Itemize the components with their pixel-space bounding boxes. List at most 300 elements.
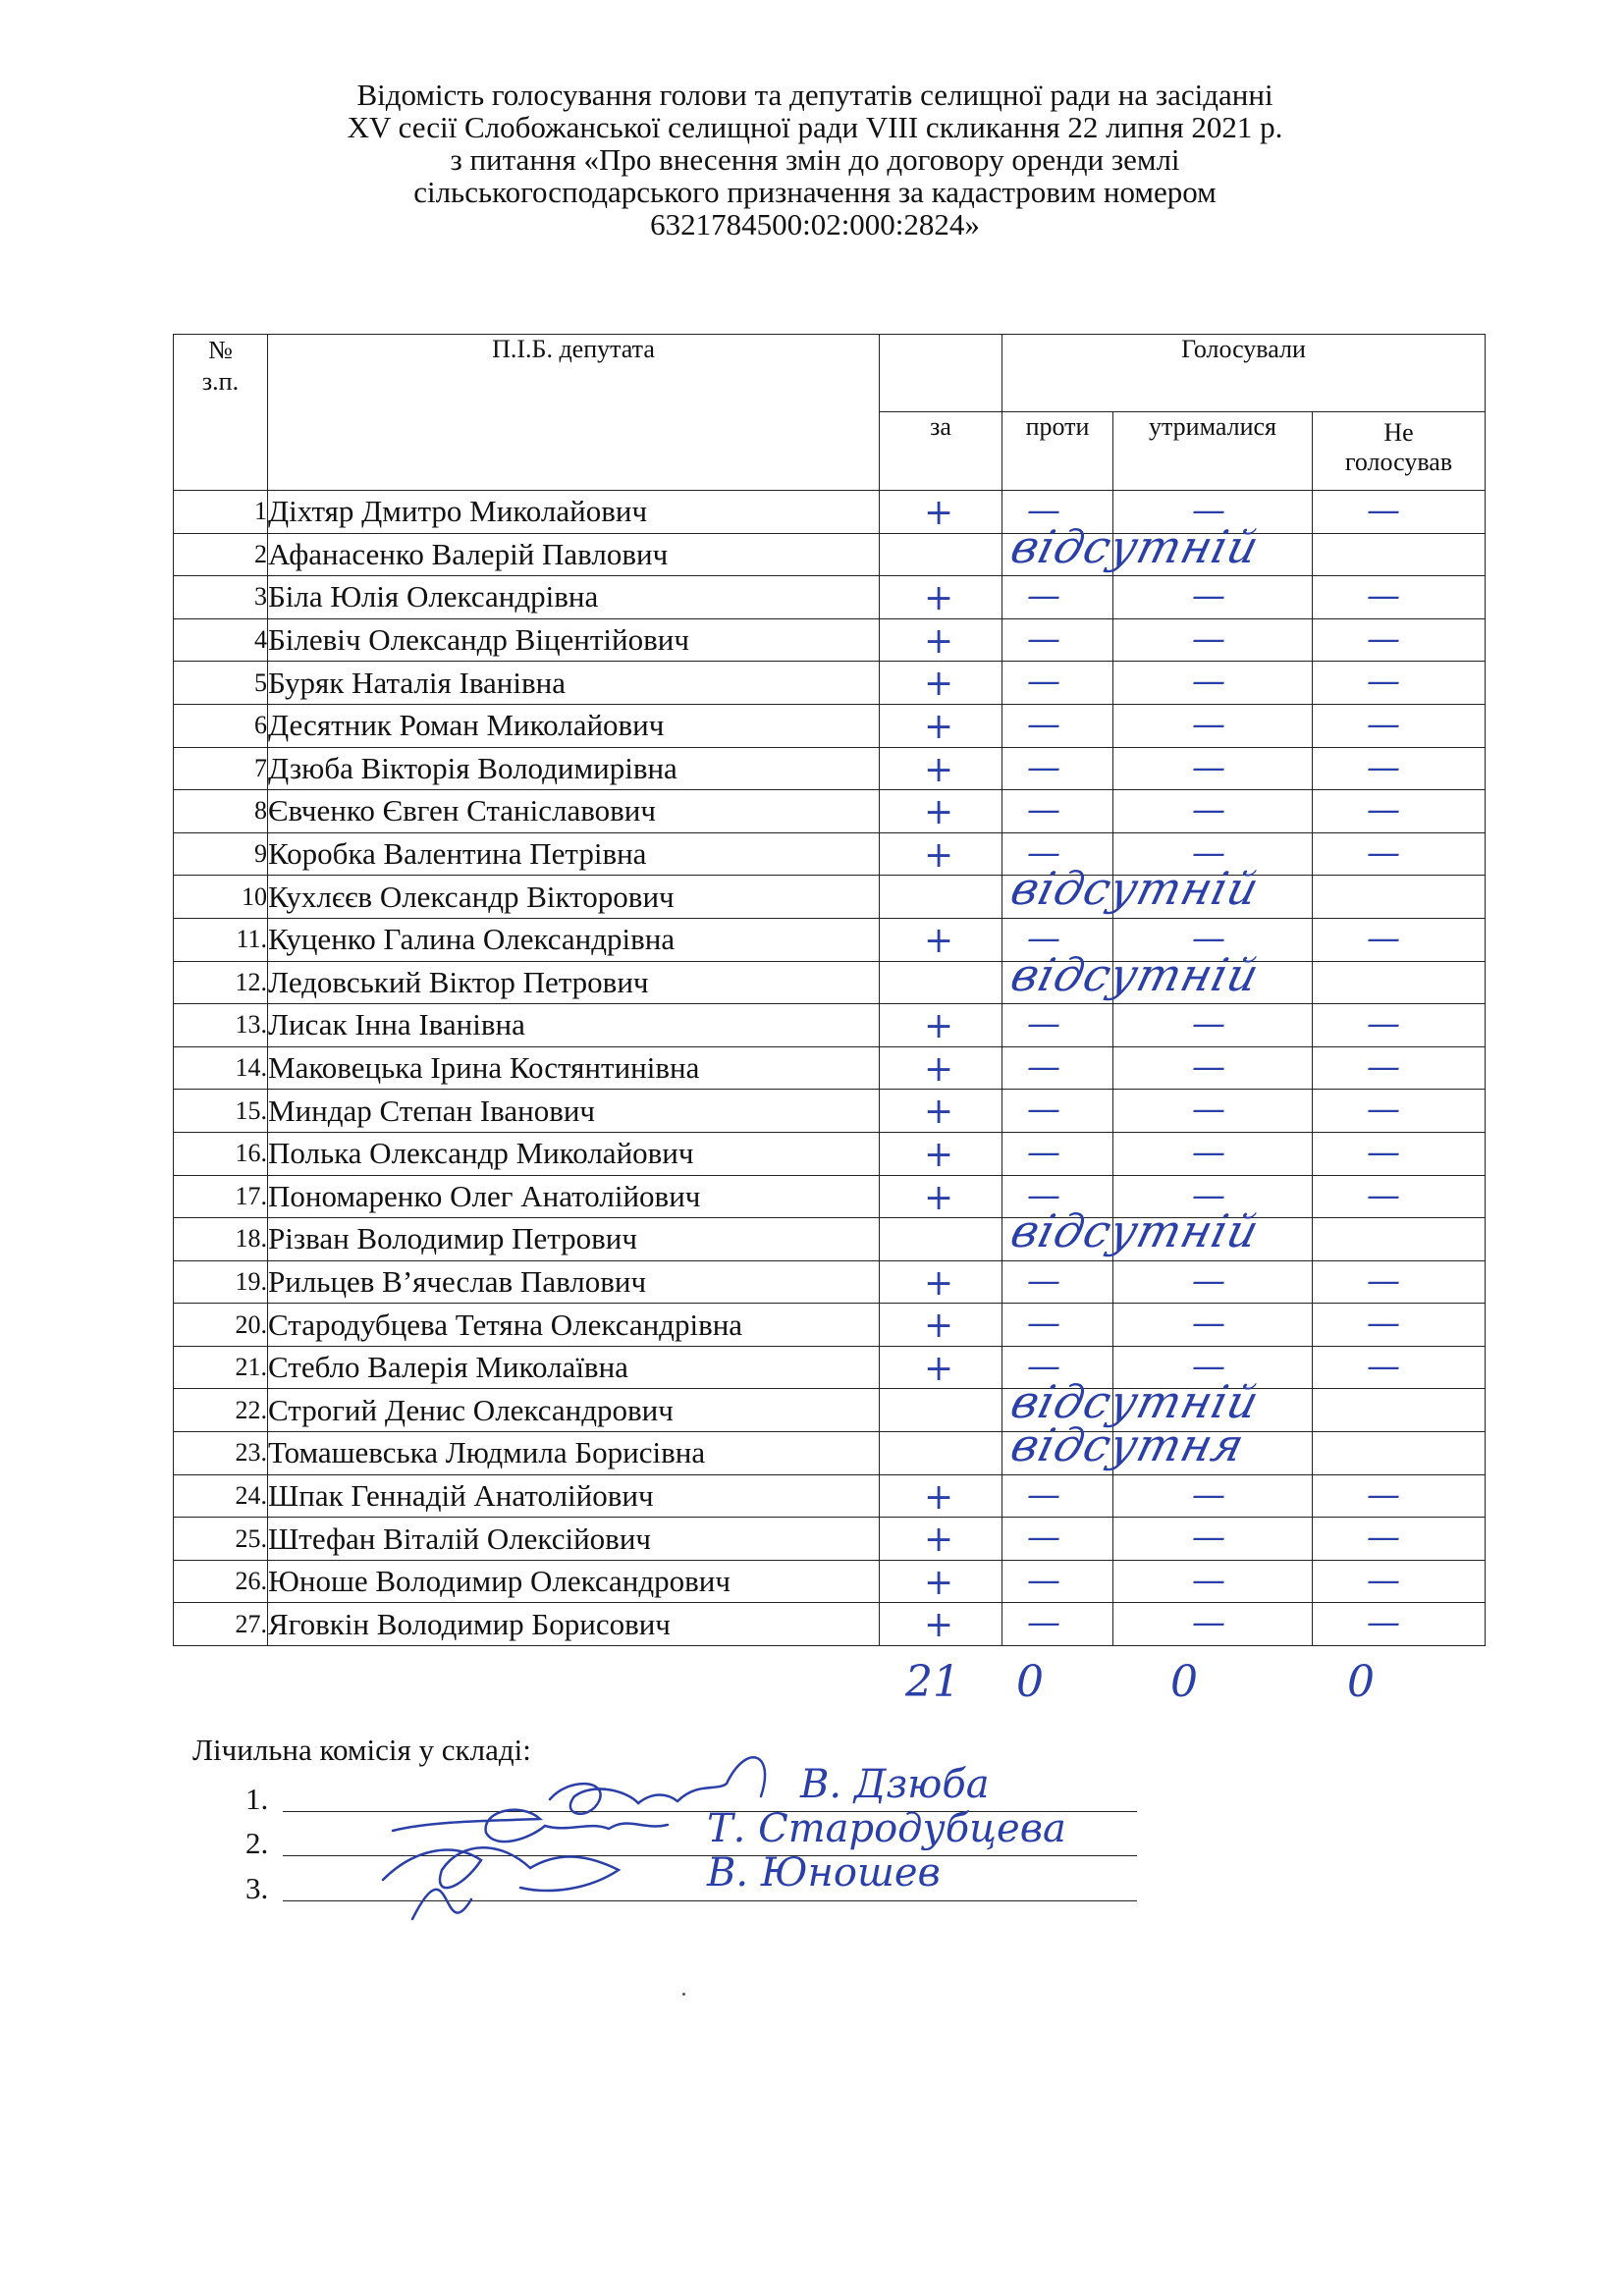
row-number: 20.: [174, 1304, 268, 1347]
table-row: [174, 790, 1486, 833]
vote-against-mark: —: [1027, 832, 1060, 873]
total-abstained: 0: [1170, 1657, 1198, 1707]
vote-cell: [880, 1474, 1002, 1518]
vote-cell: [1002, 1603, 1113, 1646]
vote-not-voted-mark: —: [1367, 618, 1400, 659]
vote-cell: [1002, 790, 1113, 833]
table-row: [174, 1090, 1486, 1133]
vote-cell: [1113, 1046, 1313, 1090]
vote-cell: [1113, 876, 1313, 919]
header-not-voted-2: голосував: [1344, 448, 1453, 476]
vote-cell: [1313, 1518, 1486, 1561]
vote-for-mark: +: [924, 1520, 954, 1561]
header-number: [174, 335, 268, 491]
vote-cell: [880, 961, 1002, 1004]
row-number: 12.: [174, 961, 268, 1004]
deputy-name: Юноше Володимир Олександрович: [268, 1560, 880, 1603]
table-row: [174, 1518, 1486, 1561]
table-row: [174, 1474, 1486, 1518]
header-not-voted-1: Не: [1383, 418, 1414, 447]
vote-abstained-mark: —: [1192, 576, 1225, 616]
absent-note: відсутня: [1005, 1418, 1251, 1472]
vote-cell: [1313, 832, 1486, 876]
vote-cell: [1002, 1046, 1113, 1090]
row-number: 27.: [174, 1603, 268, 1646]
row-number: 18.: [174, 1218, 268, 1261]
vote-abstained-mark: —: [1192, 1090, 1225, 1130]
table-row: [174, 918, 1486, 961]
vote-cell: [1002, 1518, 1113, 1561]
vote-cell: [880, 918, 1002, 961]
vote-for-mark: +: [924, 1092, 954, 1133]
vote-cell: [1313, 1218, 1486, 1261]
vote-cell: [1313, 1260, 1486, 1304]
vote-cell: [1113, 1218, 1313, 1261]
vote-cell: [1113, 1603, 1313, 1646]
vote-against-mark: —: [1027, 1090, 1060, 1130]
vote-abstained-mark: —: [1192, 662, 1225, 702]
row-number: 21.: [174, 1346, 268, 1389]
vote-not-voted-mark: —: [1367, 1175, 1400, 1215]
vote-cell: [880, 1090, 1002, 1133]
row-number: 11.: [174, 918, 268, 961]
vote-for-mark: +: [924, 1562, 954, 1603]
deputy-name: Стебло Валерія Миколаївна: [268, 1346, 880, 1389]
committee-member-2: Т. Стародубцева: [707, 1806, 1066, 1851]
vote-for-mark: +: [924, 1006, 954, 1047]
committee-label: Лічильна комісія у складі:: [192, 1733, 531, 1767]
vote-cell: [1002, 1004, 1113, 1047]
deputy-name: Коробка Валентина Петрівна: [268, 832, 880, 876]
title-line-1: Відомість голосування голови та депутатів селищної ради на засіданні: [356, 78, 1273, 112]
table-row: [174, 576, 1486, 619]
voting-table-body: [174, 491, 1486, 1646]
vote-abstained-mark: —: [1192, 1175, 1225, 1215]
table-row: [174, 491, 1486, 534]
header-blank: [880, 335, 1002, 412]
deputy-name: Буряк Наталія Іванівна: [268, 662, 880, 705]
title-line-4: сільськогосподарського призначення за кадастровим номером: [413, 175, 1217, 209]
deputy-name: Маковецька Ірина Костянтинівна: [268, 1046, 880, 1090]
deputy-name: Євченко Євген Станіславович: [268, 790, 880, 833]
vote-cell: [880, 1132, 1002, 1175]
vote-against-mark: —: [1027, 491, 1060, 530]
table-row: [174, 1004, 1486, 1047]
table-row: [174, 832, 1486, 876]
deputy-name: Рильцев В’ячеслав Павлович: [268, 1260, 880, 1304]
vote-cell: [1113, 1474, 1313, 1518]
vote-cell: [880, 1603, 1002, 1646]
row-number: 16.: [174, 1132, 268, 1175]
deputy-name: Десятник Роман Миколайович: [268, 704, 880, 747]
vote-cell: [1113, 576, 1313, 619]
vote-cell: [1113, 1090, 1313, 1133]
committee-line-1: [245, 1782, 268, 1817]
vote-cell: [1313, 1560, 1486, 1603]
deputy-name: Пономаренко Олег Анатолійович: [268, 1175, 880, 1218]
vote-cell: [1113, 747, 1313, 790]
vote-cell: [1113, 618, 1313, 662]
table-row: [174, 1260, 1486, 1304]
vote-abstained-mark: —: [1192, 832, 1225, 873]
vote-cell: [1313, 1046, 1486, 1090]
absent-note: відсутній: [1005, 862, 1266, 916]
row-number: 19.: [174, 1260, 268, 1304]
vote-cell: [880, 790, 1002, 833]
vote-cell: [1113, 1432, 1313, 1475]
vote-not-voted-mark: —: [1367, 704, 1400, 744]
committee-number-1: 1.: [245, 1782, 269, 1816]
vote-cell: [1113, 1260, 1313, 1304]
vote-against-mark: —: [1027, 1132, 1060, 1172]
deputy-name: Строгий Денис Олександрович: [268, 1389, 880, 1432]
vote-cell: [1002, 947, 1266, 1004]
table-row: [174, 1132, 1486, 1175]
table-row: [174, 1389, 1486, 1432]
vote-against-mark: —: [1027, 704, 1060, 744]
vote-abstained-mark: —: [1192, 618, 1225, 659]
vote-cell: [1113, 1560, 1313, 1603]
vote-cell: [880, 491, 1002, 534]
table-row: [174, 876, 1486, 919]
vote-cell: [1002, 519, 1266, 576]
row-number: 10: [174, 876, 268, 919]
vote-cell: [880, 576, 1002, 619]
vote-for-mark: +: [924, 664, 954, 705]
vote-cell: [1313, 491, 1486, 534]
vote-against-mark: —: [1027, 576, 1060, 616]
vote-cell: [1113, 790, 1313, 833]
vote-cell: [880, 1560, 1002, 1603]
vote-against-mark: —: [1027, 1518, 1060, 1558]
vote-cell: [1002, 704, 1113, 747]
vote-abstained-mark: —: [1192, 1518, 1225, 1558]
vote-against-mark: —: [1027, 1175, 1060, 1215]
vote-cell: [1002, 618, 1113, 662]
row-number: 4: [174, 618, 268, 662]
vote-for-mark: +: [924, 749, 954, 790]
vote-for-mark: +: [924, 493, 954, 533]
table-row: [174, 1432, 1486, 1475]
total-for: 21: [905, 1657, 960, 1707]
vote-for-mark: +: [924, 1476, 954, 1518]
table-row: [174, 1603, 1486, 1646]
vote-cell: [1002, 1090, 1113, 1133]
vote-cell: [1313, 704, 1486, 747]
vote-for-mark: +: [924, 1348, 954, 1389]
table-row: [174, 618, 1486, 662]
vote-for-mark: +: [924, 1262, 954, 1304]
row-number: 13.: [174, 1004, 268, 1047]
vote-cell: [1313, 1175, 1486, 1218]
header-row-main: [174, 335, 1486, 412]
vote-cell: [1002, 1418, 1251, 1475]
vote-cell: [880, 876, 1002, 919]
vote-cell: [1313, 1432, 1486, 1475]
vote-abstained-mark: —: [1192, 1132, 1225, 1172]
deputy-name: Ледовський Віктор Петрович: [268, 961, 880, 1004]
vote-against-mark: —: [1027, 918, 1060, 958]
vote-not-voted-mark: —: [1367, 1518, 1400, 1558]
vote-abstained-mark: —: [1192, 1560, 1225, 1600]
vote-not-voted-mark: —: [1367, 1474, 1400, 1515]
vote-not-voted-mark: —: [1367, 1603, 1400, 1643]
row-number: 9: [174, 832, 268, 876]
vote-cell: [880, 832, 1002, 876]
vote-cell: [1313, 1474, 1486, 1518]
vote-not-voted-mark: —: [1367, 1260, 1400, 1301]
table-row: [174, 704, 1486, 747]
vote-abstained-mark: —: [1192, 1346, 1225, 1386]
vote-cell: [1313, 1132, 1486, 1175]
vote-cell: [1313, 533, 1486, 576]
absent-note: відсутній: [1005, 519, 1266, 573]
vote-against-mark: —: [1027, 618, 1060, 659]
vote-not-voted-mark: —: [1367, 747, 1400, 787]
header-abstained: утрималися: [1113, 412, 1313, 491]
row-number: 3: [174, 576, 268, 619]
vote-cell: [1313, 576, 1486, 619]
table-row: [174, 1560, 1486, 1603]
vote-cell: [1113, 1304, 1313, 1347]
vote-not-voted-mark: —: [1367, 1132, 1400, 1172]
vote-cell: [1313, 662, 1486, 705]
deputy-name: Стародубцева Тетяна Олександрівна: [268, 1304, 880, 1347]
committee-number-3: 3.: [245, 1871, 269, 1905]
vote-not-voted-mark: —: [1367, 1346, 1400, 1386]
vote-for-mark: +: [924, 706, 954, 747]
total-not-voted: 0: [1347, 1657, 1375, 1707]
vote-cell: [1002, 662, 1113, 705]
vote-cell: [880, 1046, 1002, 1090]
header-for: за: [880, 412, 1002, 491]
deputy-name: Біла Юлія Олександрівна: [268, 576, 880, 619]
vote-for-mark: +: [924, 1048, 954, 1090]
committee-member-1: В. Дзюба: [800, 1762, 990, 1807]
vote-for-mark: +: [924, 1605, 954, 1646]
vote-cell: [1313, 747, 1486, 790]
vote-abstained-mark: —: [1192, 704, 1225, 744]
vote-cell: [880, 662, 1002, 705]
vote-cell: [1113, 1132, 1313, 1175]
header-against: проти: [1002, 412, 1113, 491]
deputy-name: Лисак Інна Іванівна: [268, 1004, 880, 1047]
row-number: 22.: [174, 1389, 268, 1432]
committee-line-3: [245, 1871, 268, 1906]
committee-member-3: В. Юношев: [707, 1850, 941, 1896]
row-number: 23.: [174, 1432, 268, 1475]
vote-not-voted-mark: —: [1367, 918, 1400, 958]
title-line-5: 6321784500:02:000:2824»: [650, 207, 980, 241]
vote-abstained-mark: —: [1192, 1004, 1225, 1044]
row-number: 7: [174, 747, 268, 790]
vote-cell: [1313, 1004, 1486, 1047]
vote-cell: [880, 747, 1002, 790]
vote-cell: [1002, 1132, 1113, 1175]
row-number: 24.: [174, 1474, 268, 1518]
header-not-voted: [1313, 412, 1486, 491]
deputy-name: Діхтяр Дмитро Миколайович: [268, 491, 880, 534]
total-against: 0: [1016, 1657, 1044, 1707]
vote-cell: [1002, 576, 1113, 619]
deputy-name: Томашевська Людмила Борисівна: [268, 1432, 880, 1475]
vote-not-voted-mark: —: [1367, 1304, 1400, 1344]
vote-cell: [1002, 1304, 1113, 1347]
vote-against-mark: —: [1027, 1346, 1060, 1386]
vote-against-mark: —: [1027, 1304, 1060, 1344]
deputy-name: Штефан Віталій Олексійович: [268, 1518, 880, 1561]
vote-cell: [880, 1518, 1002, 1561]
vote-cell: [880, 1304, 1002, 1347]
row-number: 8: [174, 790, 268, 833]
vote-against-mark: —: [1027, 1004, 1060, 1044]
vote-abstained-mark: —: [1192, 1260, 1225, 1301]
vote-not-voted-mark: —: [1367, 1004, 1400, 1044]
deputy-name: Яговкін Володимир Борисович: [268, 1603, 880, 1646]
vote-cell: [1313, 1346, 1486, 1389]
vote-not-voted-mark: —: [1367, 576, 1400, 616]
vote-not-voted-mark: —: [1367, 790, 1400, 830]
vote-cell: [1313, 876, 1486, 919]
deputy-name: Дзюба Вікторія Володимирівна: [268, 747, 880, 790]
vote-cell: [880, 1432, 1002, 1475]
absent-note: відсутній: [1005, 1375, 1266, 1429]
absent-note: відсутній: [1005, 947, 1266, 1001]
table-row: [174, 1346, 1486, 1389]
vote-against-mark: —: [1027, 747, 1060, 787]
table-row: [174, 533, 1486, 576]
vote-abstained-mark: —: [1192, 790, 1225, 830]
vote-against-mark: —: [1027, 1046, 1060, 1087]
header-number-abbr: з.п.: [201, 367, 240, 396]
vote-cell: [880, 1175, 1002, 1218]
row-number: 5: [174, 662, 268, 705]
vote-for-mark: +: [924, 1134, 954, 1175]
absent-note: відсутній: [1005, 1204, 1266, 1258]
vote-abstained-mark: —: [1192, 1474, 1225, 1515]
row-number: 17.: [174, 1175, 268, 1218]
vote-for-mark: +: [924, 920, 954, 961]
vote-cell: [1113, 961, 1313, 1004]
deputy-name: Кухлєєв Олександр Вікторович: [268, 876, 880, 919]
title-line-2: XV сесії Слобожанської селищної ради VIII скликання 22 липня 2021 р.: [347, 110, 1283, 144]
deputy-name: Афанасенко Валерій Павлович: [268, 533, 880, 576]
title-line-3: з питання «Про внесення змін до договору оренди землі: [450, 142, 1180, 177]
table-row: [174, 961, 1486, 1004]
vote-against-mark: —: [1027, 790, 1060, 830]
row-number: 6: [174, 704, 268, 747]
table-row: [174, 1175, 1486, 1218]
vote-cell: [1113, 1518, 1313, 1561]
vote-cell: [880, 1004, 1002, 1047]
row-number: 14.: [174, 1046, 268, 1090]
deputy-name: Шпак Геннадій Анатолійович: [268, 1474, 880, 1518]
vote-for-mark: +: [924, 792, 954, 833]
vote-cell: [1113, 704, 1313, 747]
vote-cell: [1313, 1090, 1486, 1133]
vote-cell: [1113, 1004, 1313, 1047]
vote-not-voted-mark: —: [1367, 1046, 1400, 1087]
voting-table: [173, 334, 1486, 1646]
vote-cell: [880, 1218, 1002, 1261]
committee-line-2: [245, 1826, 268, 1861]
vote-not-voted-mark: —: [1367, 1560, 1400, 1600]
header-deputy-name: П.І.Б. депутата: [268, 335, 880, 491]
vote-for-mark: +: [924, 620, 954, 662]
vote-cell: [1002, 1474, 1113, 1518]
vote-cell: [1002, 1204, 1266, 1261]
vote-against-mark: —: [1027, 1474, 1060, 1515]
vote-cell: [1002, 862, 1266, 919]
vote-for-mark: +: [924, 578, 954, 619]
deputy-name: Куценко Галина Олександрівна: [268, 918, 880, 961]
vote-cell: [880, 618, 1002, 662]
vote-cell: [1113, 533, 1313, 576]
vote-abstained-mark: —: [1192, 918, 1225, 958]
row-number: 25.: [174, 1518, 268, 1561]
table-row: [174, 662, 1486, 705]
vote-abstained-mark: —: [1192, 1046, 1225, 1087]
vote-against-mark: —: [1027, 1260, 1060, 1301]
row-number: 2: [174, 533, 268, 576]
header-voted: Голосували: [1002, 335, 1486, 412]
vote-not-voted-mark: —: [1367, 1090, 1400, 1130]
vote-abstained-mark: —: [1192, 1304, 1225, 1344]
vote-against-mark: —: [1027, 662, 1060, 702]
vote-cell: [880, 704, 1002, 747]
vote-not-voted-mark: —: [1367, 832, 1400, 873]
deputy-name: Білевіч Олександр Віцентійович: [268, 618, 880, 662]
vote-cell: [880, 1346, 1002, 1389]
vote-cell: [1313, 1389, 1486, 1432]
document-title: [196, 79, 1434, 240]
committee-number-2: 2.: [245, 1826, 269, 1860]
vote-cell: [1002, 747, 1113, 790]
header-number-sign: №: [208, 336, 233, 364]
row-number: 1: [174, 491, 268, 534]
vote-not-voted-mark: —: [1367, 491, 1400, 530]
vote-cell: [880, 1260, 1002, 1304]
vote-cell: [1002, 1560, 1113, 1603]
vote-against-mark: —: [1027, 1603, 1060, 1643]
vote-cell: [1313, 790, 1486, 833]
vote-cell: [1313, 961, 1486, 1004]
vote-cell: [880, 533, 1002, 576]
vote-cell: [1313, 1603, 1486, 1646]
vote-for-mark: +: [924, 1306, 954, 1347]
deputy-name: Полька Олександр Миколайович: [268, 1132, 880, 1175]
vote-cell: [1313, 1304, 1486, 1347]
vote-cell: [1113, 662, 1313, 705]
speck: [682, 1993, 685, 1996]
vote-not-voted-mark: —: [1367, 662, 1400, 702]
vote-for-mark: +: [924, 834, 954, 876]
vote-cell: [1313, 618, 1486, 662]
table-row: [174, 1218, 1486, 1261]
row-number: 26.: [174, 1560, 268, 1603]
vote-abstained-mark: —: [1192, 1603, 1225, 1643]
vote-for-mark: +: [924, 1177, 954, 1218]
table-row: [174, 1304, 1486, 1347]
vote-abstained-mark: —: [1192, 747, 1225, 787]
table-row: [174, 747, 1486, 790]
vote-cell: [1002, 1260, 1113, 1304]
deputy-name: Різван Володимир Петрович: [268, 1218, 880, 1261]
row-number: 15.: [174, 1090, 268, 1133]
deputy-name: Миндар Степан Іванович: [268, 1090, 880, 1133]
table-row: [174, 1046, 1486, 1090]
vote-cell: [1313, 918, 1486, 961]
